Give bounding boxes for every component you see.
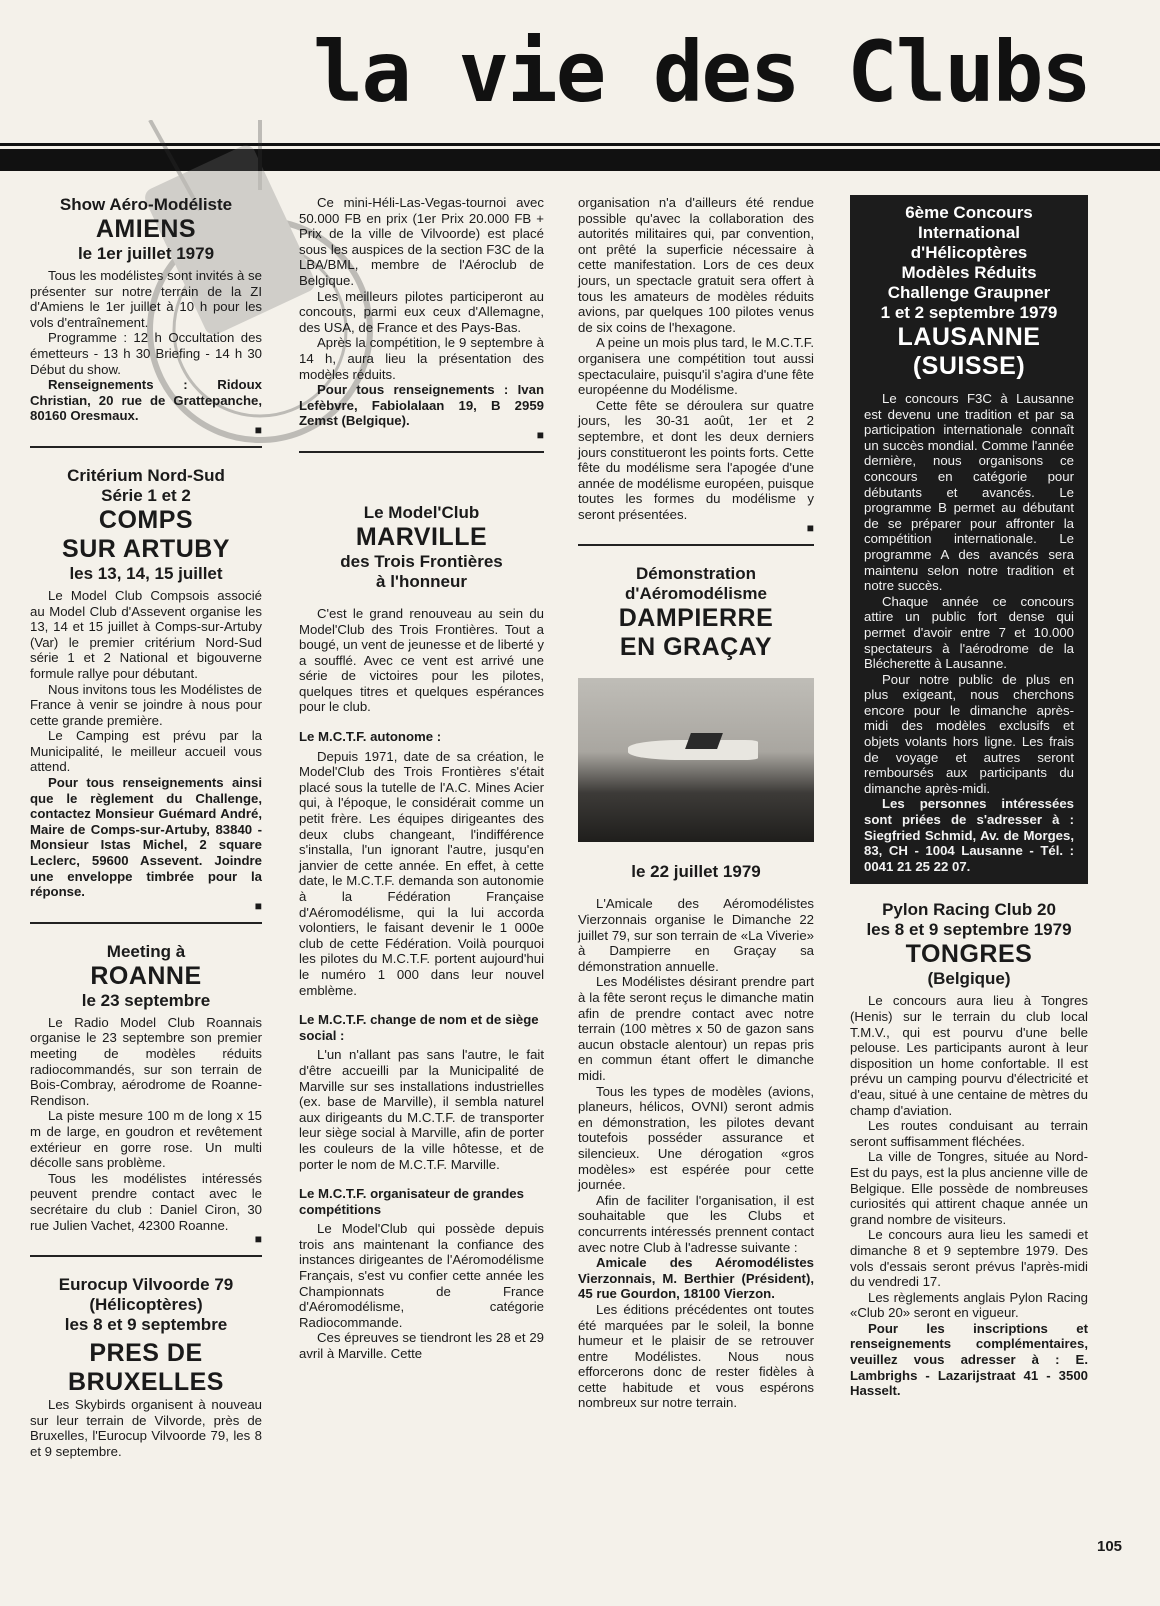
section-heading: Le M.C.T.F. autonome : — [299, 729, 442, 745]
paragraph: Les Modélistes désirant prendre part à la fête seront reçus le dimanche matin afin de prendre contact avec notre terrain (100 mètres x 50 de gazon sans aucun obstacle alentour) un repas pris en commun étant offert le dimanche midi. — [578, 974, 814, 1083]
paragraph: Après la compétition, le 9 septembre à 14 h, aura lieu la présentation des modèles réduits. — [299, 335, 544, 382]
paragraph: Le concours aura lieu à Tongres (Henis) sur le terrain du club local T.M.V., qui est pourvu d'une belle pelouse. Les participants auront à leur disposition un home confortable. Il est prévu un camping pourvu d'électricité et d'eau, situé à une centaine de mètres du champ d'aviation. — [850, 993, 1088, 1118]
event-date: les 13, 14, 15 juillet — [69, 563, 223, 583]
section-heading: Le M.C.T.F. organisateur de grandes compétitions — [299, 1186, 524, 1217]
paragraph: Les routes conduisant au terrain seront suffisamment fléchées. — [850, 1118, 1088, 1149]
article-eurocup — [30, 1275, 262, 1459]
contact-paragraph: Les personnes intéressées sont priées de s'adresser à : Siegfried Schmid, Av. de Morges, 83, CH - 1004 Lausanne - Tél. : 0041 21 25 22 07. — [864, 796, 1074, 874]
paragraph: Ce mini-Héli-Las-Vegas-tournoi avec 50.000 FB en prix (1er Prix 20.000 FB + Prix de la ville de Vilvoorde) est placé sous les auspices de la section F3C de la LBA/BML, membre de l'Aéroclub de Belgique. — [299, 195, 544, 288]
city-title: MARVILLE — [355, 522, 488, 551]
kicker: Eurocup Vilvoorde 79 — [58, 1275, 234, 1295]
article-tongres — [850, 900, 1088, 1398]
article-dampierre — [578, 564, 814, 1411]
paragraph: Afin de faciliter l'organisation, il est souhaitable que les Clubs et concurrents intéressés prennent contact avec notre Club à l'adresse suivante : — [578, 1192, 814, 1255]
city-title: SUR ARTUBY — [62, 534, 230, 563]
city-title: COMPS — [98, 505, 194, 534]
kicker: d'Aéromodélisme — [625, 584, 767, 604]
contact-paragraph: Amicale des Aéromodélistes Vierzonnais, M. Berthier (Président), 45 rue Gourdon, 18100 Vierzon. — [578, 1255, 814, 1302]
paragraph: Chaque année ce concours attire un public fort dense qui permet d'avoir entre 7 et 10.000 spectateurs à l'aérodrome de la Blécherette à Lausanne. — [864, 593, 1074, 672]
paragraph: Pour notre public de plus en plus exigeant, nous cherchons encore pour le dimanche après-midi des modèles exclusifs et objets volants hors ligne. Les frais de voyage et autres seront remboursés aux participants du dimanche après-midi. — [864, 671, 1074, 796]
paragraph: Les Skybirds organisent à nouveau sur leur terrain de Vilvorde, près de Bruxelles, l'Eurocup Vilvoorde 79, les 8 et 9 septembre. — [30, 1397, 262, 1459]
article-marville — [299, 503, 544, 1362]
paragraph: Tous les modélistes sont invités à se présenter sur notre terrain de la ZI d'Amiens le 1er juillet à 10 h pour les vols d'entraînement. — [30, 268, 262, 330]
airplane-photo — [578, 678, 814, 842]
masthead-rule-thick — [0, 149, 1160, 171]
glider-tail — [685, 733, 723, 749]
end-mark: ■ — [536, 427, 544, 442]
paragraph: Tous les modélistes intéressés peuvent prendre contact avec le secrétaire du club : Daniel Ciron, 30 rue Julien Vachet, 42300 Roanne. — [30, 1170, 262, 1233]
column-4 — [850, 195, 1088, 1407]
paragraph: La ville de Tongres, située au Nord-Est du pays, est la plus ancienne ville de Belgique. Elle possède de nombreuses curiosités qui attirent chaque année un grand nombre de visiteurs. — [850, 1149, 1088, 1227]
paragraph: Le Model Club Compsois associé au Model Club d'Assevent organise les 13, 14 et 15 juillet à Comps-sur-Artuby (Var) le premier critérium Nord-Sud série 1 et 2 National et bigouverne formule rallye pour débutant. — [30, 587, 262, 681]
article-separator — [578, 544, 814, 546]
subtitle: à l'honneur — [376, 571, 467, 591]
event-date: le 22 juillet 1979 — [631, 862, 761, 882]
masthead-title: la vie des Clubs — [312, 23, 1090, 121]
article-separator — [30, 1255, 262, 1257]
paragraph: Le concours F3C à Lausanne est devenu une tradition et par sa participation internationale connaît un succès mondial. Comme l'année dernière, nous organisons ce concours en catégorie pour débutants et avancés. Le programme B permet au débutant de se préparer pour affronter la compétition internationale. Le programme A des avancés sera maintenu selon notre tradition et notre succès. — [864, 391, 1074, 594]
article-comps — [30, 466, 262, 912]
masthead-rule-thin — [0, 143, 1160, 146]
paragraph: Nous invitons tous les Modélistes de France à venir se joindre à nous pour cette grande première. — [30, 681, 262, 728]
end-mark: ■ — [254, 422, 262, 437]
event-date: 1 et 2 septembre 1979 — [880, 303, 1058, 322]
kicker: Pylon Racing Club 20 — [882, 900, 1056, 920]
paragraph: Les éditions précédentes ont toutes été marquées par le soleil, la bonne humeur et le plaisir de se retrouver entre Modélistes. Nous nous efforcerons donc de rester fidèles à cette habitude et vous espérons nombreux sur notre terrain. — [578, 1301, 814, 1411]
kicker: d'Hélicoptères — [910, 243, 1028, 262]
paragraph: A peine un mois plus tard, le M.C.T.F. organisera une compétition tout aussi spectaculaire, puisqu'il s'agira d'une fête européenne du Modélisme. — [578, 335, 814, 398]
city-title: EN GRAÇAY — [619, 633, 773, 662]
kicker: International — [917, 223, 1020, 242]
column-2 — [299, 195, 544, 1370]
article-separator — [30, 446, 262, 448]
article-amiens — [30, 195, 262, 436]
kicker: Show Aéro-Modéliste — [59, 195, 233, 214]
article-roanne — [30, 942, 262, 1245]
paragraph: La piste mesure 100 m de long x 15 m de large, en goudron et revêtement extérieur en gorre rose. Un multi décolle sans problème. — [30, 1108, 262, 1171]
paragraph: L'Amicale des Aéromodélistes Vierzonnais organise le Dimanche 22 juillet 79, sur son terrain de «La Viverie» à Dampierre en Graçay sa démonstration annuelle. — [578, 896, 814, 974]
article-lausanne — [850, 195, 1088, 884]
end-mark: ■ — [806, 521, 814, 536]
paragraph: Cette fête se déroulera sur quatre jours, les 30-31 août, 1er et 2 septembre, et dont les deux derniers jours constitueront les points forts. Cette fête du modélisme sera l'apogée d'une année de modélisme européen, puisque toutes les formes du modélisme y seront présentées. — [578, 397, 814, 522]
contact-paragraph: Renseignements : Ridoux Christian, 20 rue de Grattepanche, 80160 Oresmaux. — [30, 377, 262, 424]
city-title: LAUSANNE — [897, 323, 1041, 351]
city-title: (SUISSE) — [912, 352, 1026, 380]
city-title: ROANNE — [90, 961, 202, 990]
kicker: Démonstration — [636, 564, 756, 584]
page-number: 105 — [1097, 1538, 1123, 1555]
contact-paragraph: Pour tous renseignements : Ivan Lefèbvre, Fabiolalaan 19, B 2959 Zemst (Belgique). — [299, 382, 544, 429]
paragraph: Les règlements anglais Pylon Racing «Club 20» seront en vigueur. — [850, 1289, 1088, 1321]
kicker: Challenge Graupner — [887, 283, 1051, 302]
city-title: AMIENS — [95, 215, 197, 243]
article-separator — [299, 451, 544, 453]
event-date: les 8 et 9 septembre 1979 — [866, 920, 1072, 940]
article-marville-continued — [578, 195, 814, 534]
kicker: Critérium Nord-Sud — [67, 465, 225, 485]
paragraph: organisation n'a d'ailleurs été rendue possible qu'avec la collaboration des autorités militaires qui, par convention, ont prêté la superficie nécessaire à cette manifestation. Lors de ces deux jours, un spectacle gratuit sera offert à tous les amateurs de modèles réduits avions, par quelques 100 pilotes venus de six coins de l'hexagone. — [578, 195, 814, 335]
paragraph: Le concours aura lieu les samedi et dimanche 8 et 9 septembre 1979. Des vols d'essais seront prévus l'après-midi du vendredi 17. — [850, 1227, 1088, 1290]
city-title: BRUXELLES — [68, 1368, 224, 1397]
city-title: TONGRES — [905, 940, 1033, 969]
paragraph: Les meilleurs pilotes participeront au concours, parmi eux ceux d'Allemagne, des USA, de France et des Pays-Bas. — [299, 288, 544, 335]
city-title: PRES DE — [89, 1339, 203, 1368]
kicker: Meeting à — [106, 941, 186, 961]
paragraph: Ces épreuves se tiendront les 28 et 29 avril à Marville. Cette — [299, 1330, 544, 1362]
column-3 — [578, 195, 814, 1419]
end-mark: ■ — [254, 1232, 262, 1247]
contact-paragraph: Pour les inscriptions et renseignements complémentaires, veuillez vous adresser à : E. Lambrighs - Lazarijstraat 41 - 3500 Hasselt. — [850, 1320, 1088, 1399]
event-date: le 23 septembre — [81, 990, 211, 1010]
country-label: (Belgique) — [927, 969, 1011, 989]
event-date: les 8 et 9 septembre — [64, 1315, 228, 1335]
end-mark: ■ — [254, 898, 262, 913]
city-title: DAMPIERRE — [618, 604, 774, 633]
contact-paragraph: Pour tous renseignements ainsi que le règlement du Challenge, contactez Monsieur Guémard André, Maire de Comps-sur-Artuby, 83840 - Monsieur Istas Michel, 2 square Leclerc, 59600 Assevent. Joindre une enveloppe timbrée pour la réponse. — [30, 775, 262, 900]
kicker: Série 1 et 2 — [101, 485, 191, 505]
kicker: 6ème Concours — [905, 203, 1033, 222]
subtitle: des Trois Frontières — [340, 551, 503, 571]
paragraph: Le Camping est prévu par la Municipalité, le meilleur accueil vous attend. — [30, 728, 262, 775]
paragraph: Le Model'Club qui possède depuis trois ans maintenant la confiance des instances dirigeantes de l'Aéromodélisme Français, s'est vu confier cette année les Championnats de France d'Aéromodélisme, catégorie Radiocommande. — [299, 1221, 544, 1330]
kicker: Le Model'Club — [363, 502, 480, 522]
event-date: le 1er juillet 1979 — [77, 244, 215, 263]
article-separator — [30, 922, 262, 924]
paragraph: C'est le grand renouveau au sein du Model'Club des Trois Frontières. Tout a bougé, un vent de jeunesse et de liberté y a soufflé. Avec ce vent est arrivé une série de victoires pour les pilotes, quelques titres et quelques espérances pour le club. — [299, 605, 544, 715]
column-1 — [30, 195, 262, 1468]
section-heading: Le M.C.T.F. change de nom et de siège social : — [299, 1012, 539, 1043]
paragraph: L'un n'allant pas sans l'autre, le fait d'être accueilli par la Municipalité de Marville sur ses installations industrielles (ex. base de Marville), il sembla naturel aux dirigeants du M.C.T.F. de transporter leur siège social à Marville, afin de porter les couleurs de la ville hôtesse, et de porter le nom de M.C.T.F. Marville. — [299, 1047, 544, 1172]
paragraph: Programme : 12 h Occultation des émetteurs - 13 h 30 Briefing - 14 h 30 Début du show. — [30, 330, 262, 377]
kicker: (Hélicoptères) — [89, 1295, 203, 1315]
paragraph: Tous les types de modèles (avions, planeurs, hélicos, OVNI) seront admis en démonstration, les pilotes devant toutefois posséder assurance et silencieux. Une dérogation «gros modèles» est espérée pour cette journée. — [578, 1083, 814, 1193]
paragraph: Le Radio Model Club Roannais organise le 23 septembre son premier meeting de modèles réduits radiocommandés, sur son terrain de Bois-Combray, aérodrome de Roanne-Rendison. — [30, 1014, 262, 1108]
paragraph: Depuis 1971, date de sa création, le Model'Club des Trois Frontières s'était placé sous la tutelle de l'A.C. Mines Acier qui, à l'époque, le considérait comme un petit frère. Les équipes dirigeantes des deux clubs changeant, l'indifférence s'installa, l'un ignorant l'autre, jusqu'en janvier de cette année. En effet, à cette date, le M.C.T.F. demanda son autonomie à la Fédération Française d'Aéromodélisme, qui la lui accorda volontiers, le faisant devenir le 1 000e club de cette Fédération. Voilà pourquoi les pilotes du M.C.T.F. portent aujourd'hui le numéro 1 000 dans leur nouvel emblème. — [299, 748, 544, 998]
article-eurocup-continued — [299, 195, 544, 441]
kicker: Modèles Réduits — [901, 263, 1037, 282]
